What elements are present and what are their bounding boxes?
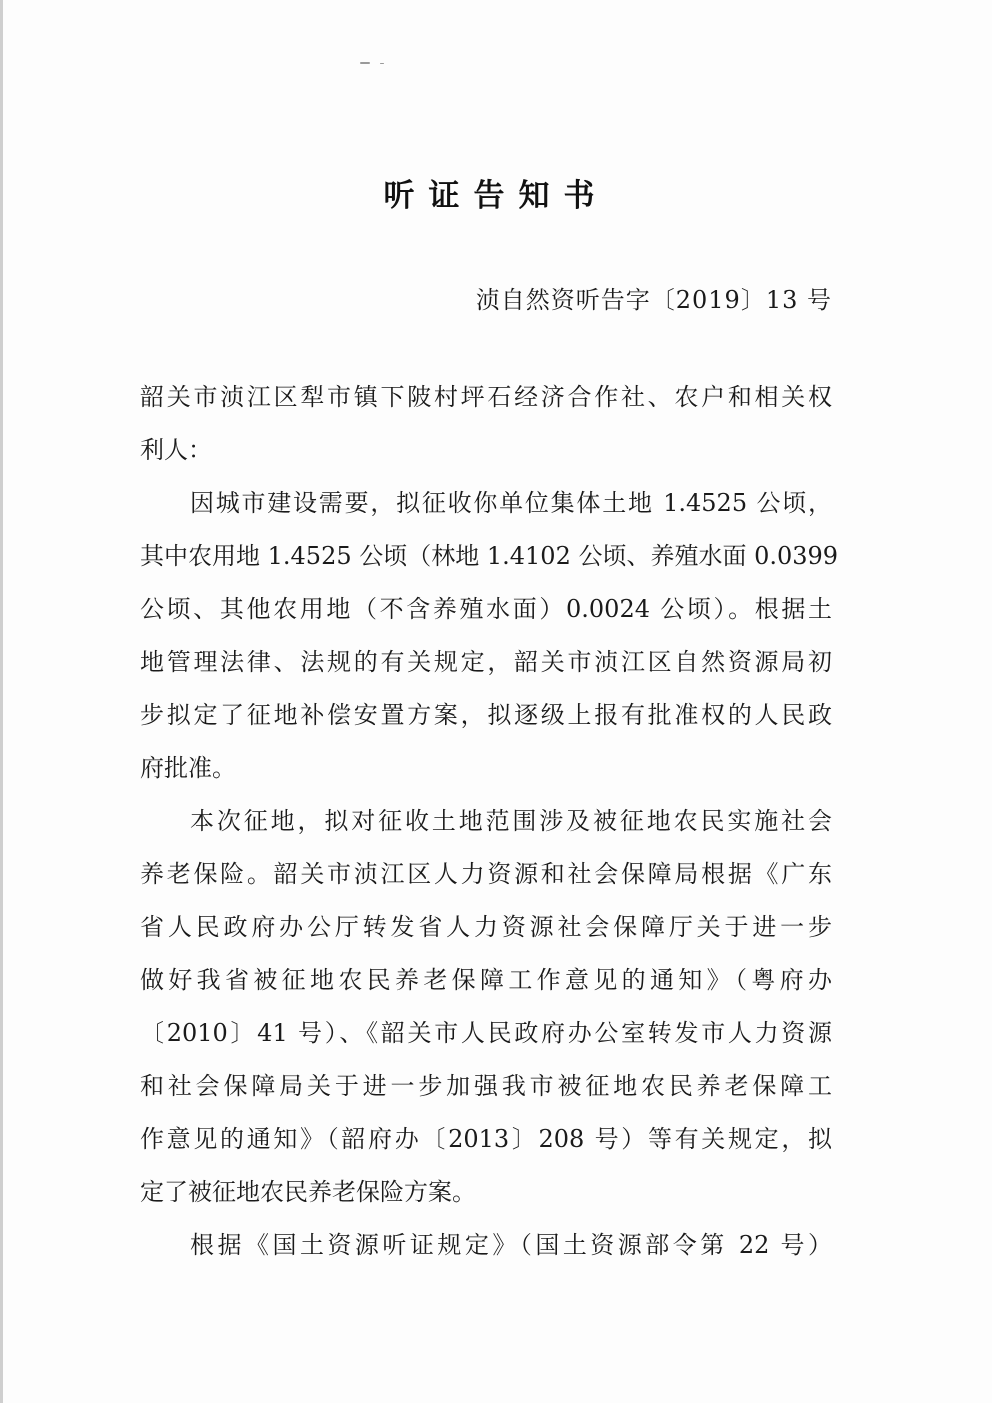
body-line: 省人民政府办公厅转发省人力资源社会保障厅关于进一步: [140, 913, 832, 941]
body-line: 做好我省被征地农民养老保障工作意见的通知》（粤府办: [140, 966, 832, 994]
body-line: 步拟定了征地补偿安置方案，拟逐级上报有批准权的人民政: [140, 701, 832, 729]
body-line: 作意见的通知》（韶府办〔2013〕208 号）等有关规定，拟: [140, 1125, 832, 1153]
document-number: 浈自然资听告字〔2019〕13 号: [475, 286, 832, 314]
body-line: 本次征地，拟对征收土地范围涉及被征地农民实施社会: [190, 807, 832, 835]
body-line: 其中农用地 1.4525 公顷（林地 1.4102 公顷、养殖水面 0.0399: [140, 542, 839, 570]
body-line: 韶关市浈江区犁市镇下陂村坪石经济合作社、农户和相关权: [140, 383, 832, 411]
body-line: 根据《国土资源听证规定》（国土资源部令第 22 号）: [190, 1231, 832, 1259]
body-line: 利人：: [140, 436, 212, 464]
body-line: 公顷、其他农用地（不含养殖水面）0.0024 公顷）。根据土: [140, 595, 832, 623]
scan-speck: [360, 62, 370, 64]
document-title: 听证告知书: [383, 178, 609, 214]
body-line: 府批准。: [140, 754, 236, 782]
body-line: 养老保险。韶关市浈江区人力资源和社会保障局根据《广东: [140, 860, 832, 888]
body-line: 〔2010〕41 号）、《韶关市人民政府办公室转发市人力资源: [140, 1019, 832, 1047]
body-line: 和社会保障局关于进一步加强我市被征地农民养老保障工: [140, 1072, 832, 1100]
body-line: 因城市建设需要，拟征收你单位集体土地 1.4525 公顷，: [190, 489, 832, 517]
body-line: 地管理法律、法规的有关规定，韶关市浈江区自然资源局初: [140, 648, 832, 676]
body-line: 定了被征地农民养老保险方案。: [140, 1178, 476, 1206]
scan-speck: [380, 63, 384, 64]
